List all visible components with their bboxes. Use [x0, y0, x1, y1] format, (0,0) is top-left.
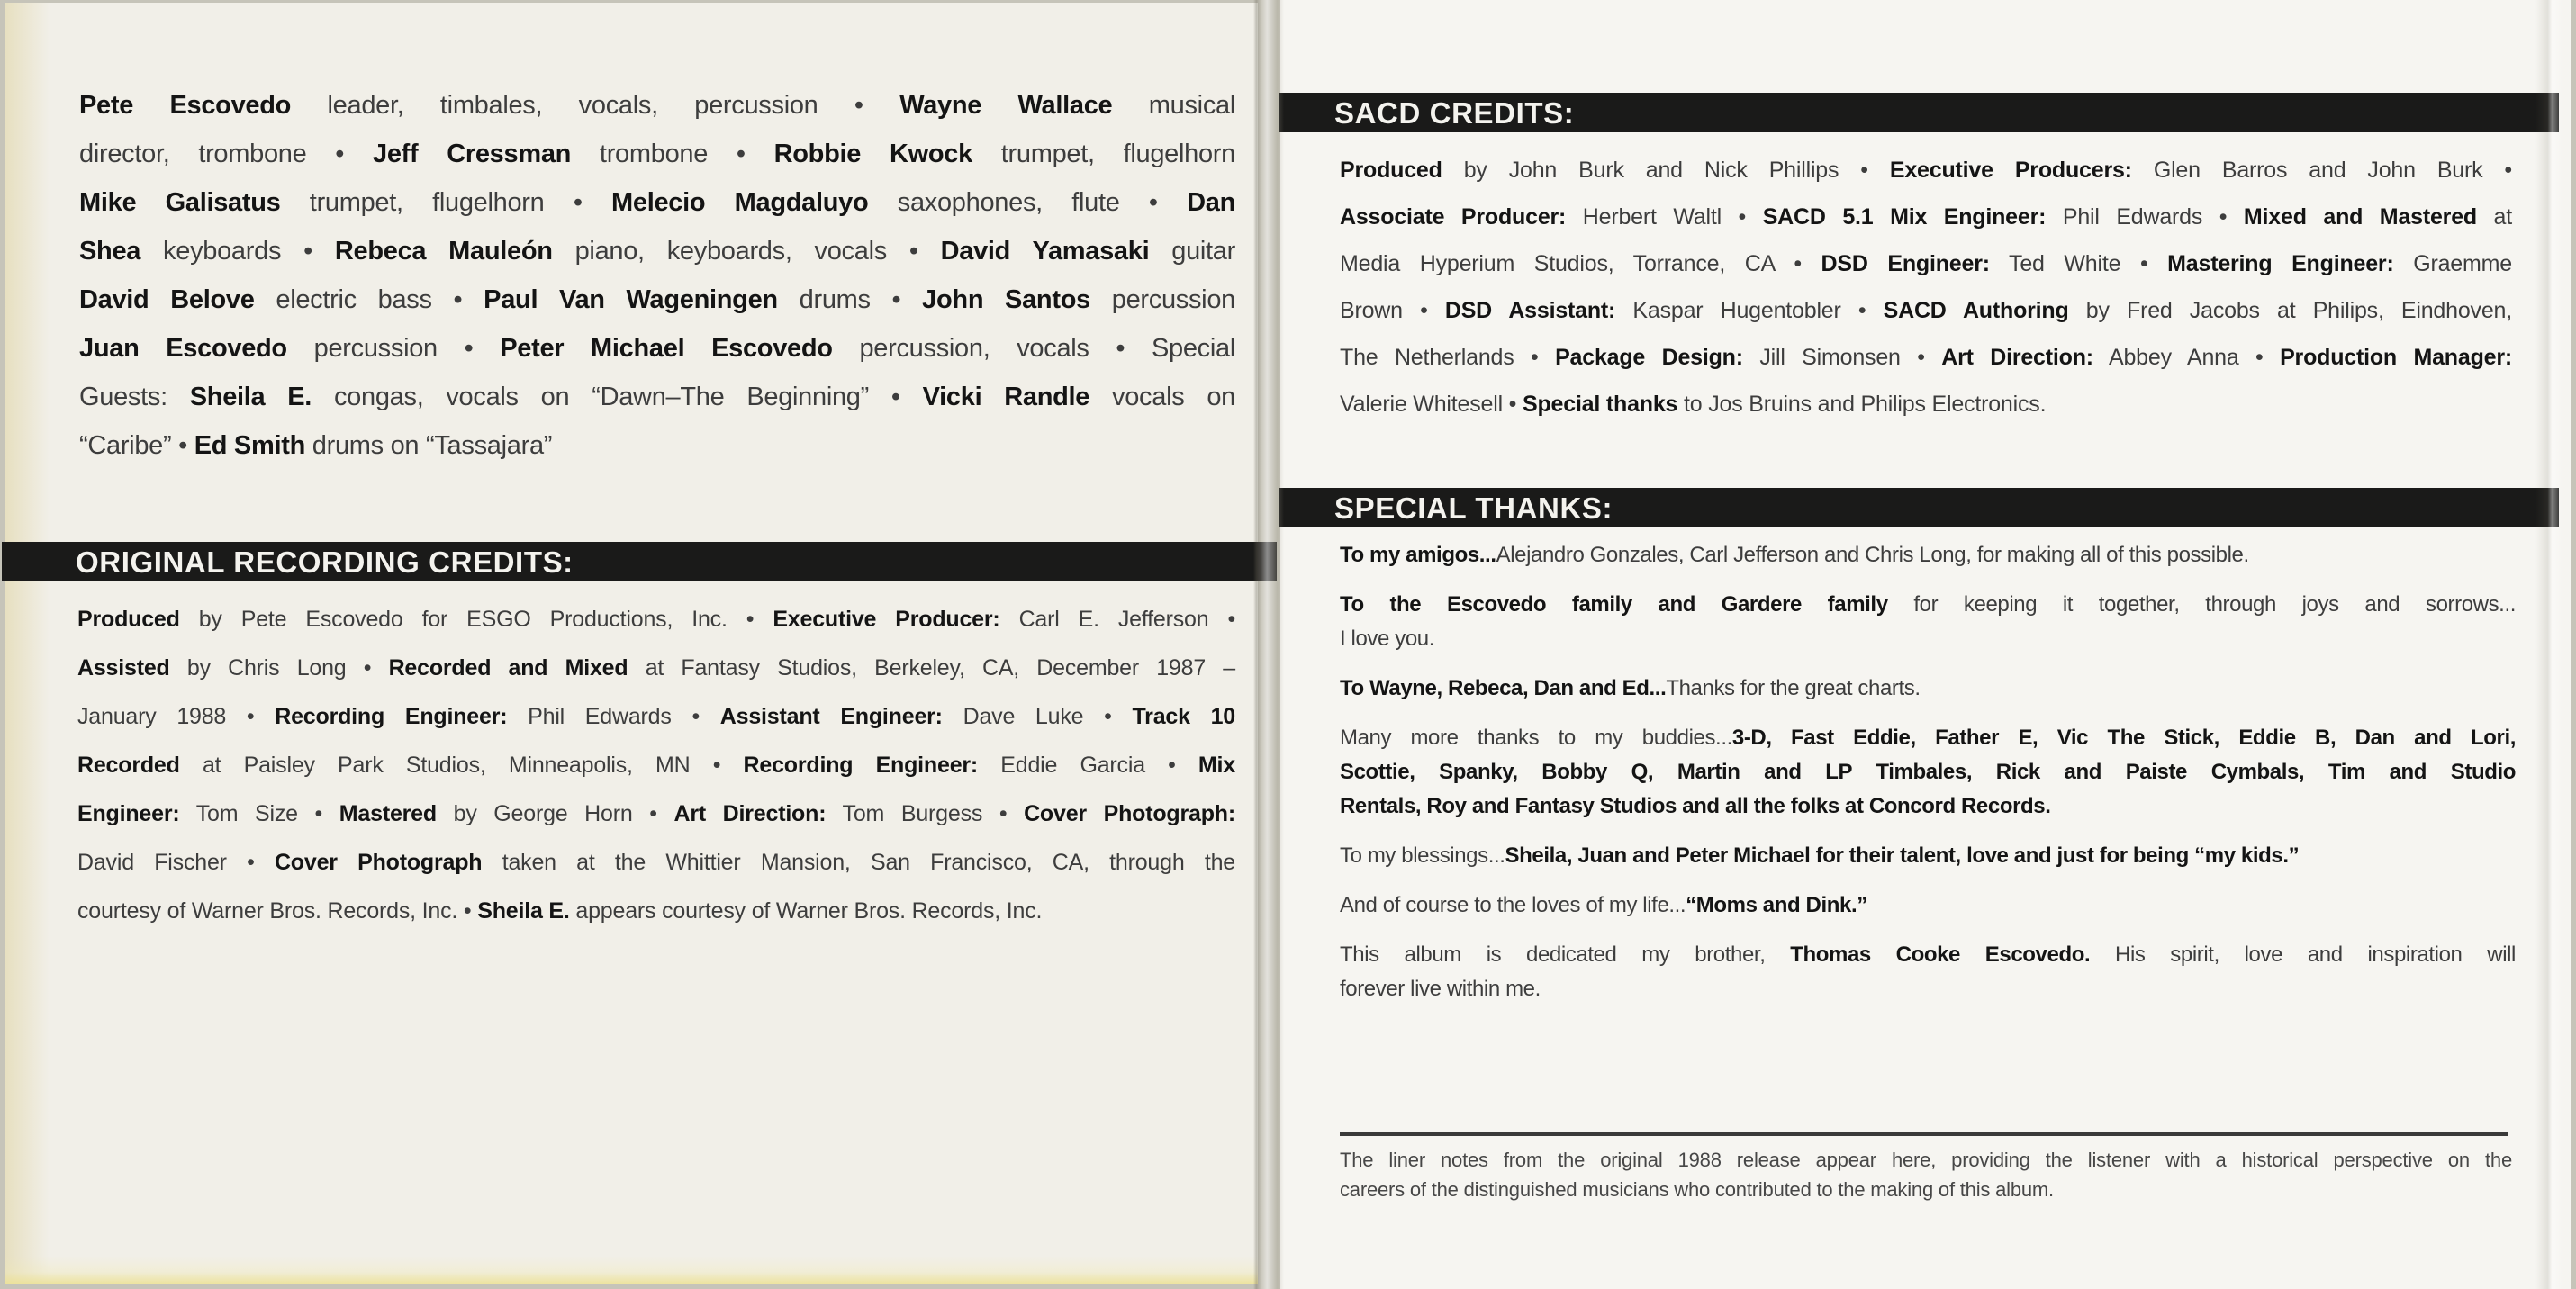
text-line: Rentals, Roy and Fantasy Studios and all the folks at Concord Records.: [1340, 794, 2051, 818]
center-fold-crease: [1253, 0, 1284, 1289]
paragraph: [1340, 938, 2516, 1006]
paragraph: [1340, 839, 2516, 873]
text-line: Pete Escovedo leader, timbales, vocals, percussion • Wayne Wallace musical: [79, 91, 1236, 120]
paragraph: [1340, 672, 2516, 706]
text-line: And of course to the loves of my life...“Moms and Dink.”: [1340, 893, 1867, 917]
text-line: January 1988 • Recording Engineer: Phil Edwards • Assistant Engineer: Dave Luke • Track 10: [77, 704, 1235, 729]
text-line: Many more thanks to my buddies...3-D, Fast Eddie, Father E, Vic The Stick, Eddie B, Dan and Lori,: [1340, 726, 2516, 750]
text-line: Produced by John Burk and Nick Phillips • Executive Producers: Glen Barros and John Burk •: [1340, 158, 2512, 183]
text-line: Brown • DSD Assistant: Kaspar Hugentobler • SACD Authoring by Fred Jacobs at Philips, Eindhoven,: [1340, 298, 2513, 323]
text-line: To my blessings...Sheila, Juan and Peter Michael for their talent, love and just for being “my kids.”: [1340, 843, 2300, 868]
text-line: To my amigos...Alejandro Gonzales, Carl Jefferson and Chris Long, for making all of this possible.: [1340, 543, 2249, 567]
paragraph: [1340, 538, 2516, 572]
text-line: David Belove electric bass • Paul Van Wageningen drums • John Santos percussion: [79, 285, 1235, 314]
footnote-divider: [1340, 1132, 2508, 1136]
text-line: To Wayne, Rebeca, Dan and Ed...Thanks for the great charts.: [1340, 676, 1921, 700]
text-line: Recorded at Paisley Park Studios, Minneapolis, MN • Recording Engineer: Eddie Garcia • Mix: [77, 753, 1235, 778]
text-line: Produced by Pete Escovedo for ESGO Productions, Inc. • Executive Producer: Carl E. Jefferson •: [77, 607, 1236, 632]
text-line: Media Hyperium Studios, Torrance, CA • DSD Engineer: Ted White • Mastering Engineer: Graemme: [1340, 251, 2512, 276]
sacd-credits-header: SACD CREDITS:: [1279, 93, 2559, 132]
text-line: Assisted by Chris Long • Recorded and Mixed at Fantasy Studios, Berkeley, CA, December 1987 –: [77, 655, 1235, 681]
text-line: The Netherlands • Package Design: Jill Simonsen • Art Direction: Abbey Anna • Production Manager:: [1340, 345, 2513, 370]
special-thanks-header: SPECIAL THANKS:: [1279, 488, 2559, 527]
left-edge-tint: [5, 3, 50, 1284]
text-line: To the Escovedo family and Gardere family for keeping it together, through joys and sorrows...: [1340, 592, 2516, 617]
right-fold-crease: [2535, 0, 2562, 1289]
text-line: Engineer: Tom Size • Mastered by George Horn • Art Direction: Tom Burgess • Cover Photograph:: [77, 801, 1236, 826]
text-line: careers of the distinguished musicians who contributed to the making of this album.: [1340, 1178, 2054, 1201]
text-line: Scottie, Spanky, Bobby Q, Martin and LP Timbales, Rick and Paiste Cymbals, Tim and Studio: [1340, 760, 2516, 784]
text-line: Shea keyboards • Rebeca Mauleón piano, keyboards, vocals • David Yamasaki guitar: [79, 237, 1235, 266]
bottom-edge-tint: [5, 1257, 1258, 1284]
text-line: Guests: Sheila E. congas, vocals on “Dawn–The Beginning” • Vicki Randle vocals on: [79, 383, 1235, 411]
text-line: Associate Producer: Herbert Waltl • SACD 5.1 Mix Engineer: Phil Edwards • Mixed and Mastered at: [1340, 204, 2513, 230]
paragraph: [1340, 888, 2516, 923]
original-recording-credits-header: ORIGINAL RECORDING CREDITS:: [2, 542, 1277, 581]
text-line: “Caribe” • Ed Smith drums on “Tassajara”: [79, 431, 553, 460]
footnote-text: [1340, 1145, 2512, 1204]
text-line: This album is dedicated my brother, Thomas Cooke Escovedo. His spirit, love and inspiration will: [1340, 942, 2516, 967]
text-line: Juan Escovedo percussion • Peter Michael Escovedo percussion, vocals • Special: [79, 334, 1236, 363]
personnel-credits: [79, 81, 1235, 470]
text-line: The liner notes from the original 1988 release appear here, providing the listener with a historical perspective on the: [1340, 1149, 2512, 1171]
text-line: Mike Galisatus trumpet, flugelhorn • Melecio Magdaluyo saxophones, flute • Dan: [79, 188, 1235, 217]
sacd-credits-text: [1340, 147, 2512, 428]
text-line: Valerie Whitesell • Special thanks to Jos Bruins and Philips Electronics.: [1340, 392, 2047, 417]
original-recording-credits-text: [77, 595, 1235, 935]
text-line: courtesy of Warner Bros. Records, Inc. • Sheila E. appears courtesy of Warner Bros. Records, Inc.: [77, 898, 1043, 924]
text-line: David Fischer • Cover Photograph taken at the Whittier Mansion, San Francisco, CA, through the: [77, 850, 1236, 875]
paragraph: [1340, 588, 2516, 656]
text-line: I love you.: [1340, 626, 1434, 651]
text-line: director, trombone • Jeff Cressman trombone • Robbie Kwock trumpet, flugelhorn: [79, 140, 1235, 168]
paragraph: [1340, 721, 2516, 824]
special-thanks-text: [1340, 538, 2516, 1022]
text-line: forever live within me.: [1340, 977, 1541, 1001]
